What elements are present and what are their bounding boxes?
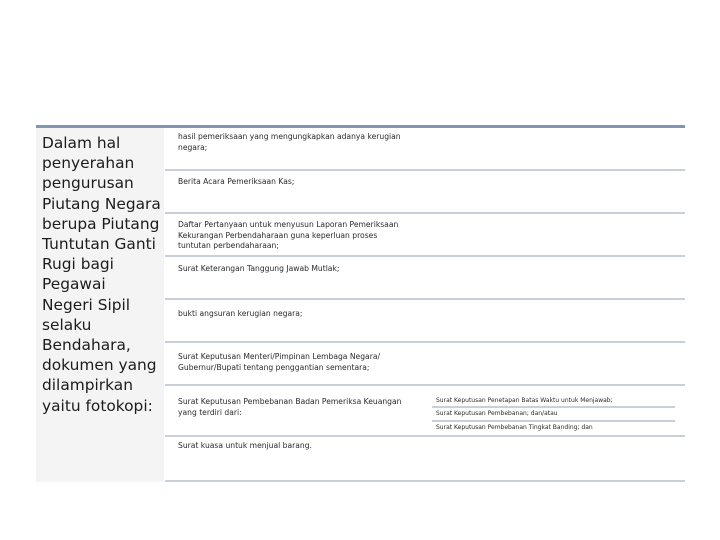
sub-list-item: Surat Keputusan Pembebanan Tingkat Banding; dan bbox=[436, 424, 593, 431]
heading-line: Piutang Negara bbox=[42, 194, 161, 213]
row-text-line: negara; bbox=[178, 142, 208, 152]
row-divider bbox=[165, 298, 685, 300]
table-row bbox=[178, 132, 428, 153]
row-text-line: tuntutan perbendaharaan; bbox=[178, 241, 279, 250]
row-text-line: Surat Keputusan Menteri/Pimpinan Lembaga Negara/ bbox=[178, 352, 381, 361]
table-row bbox=[178, 397, 428, 418]
table-row bbox=[178, 352, 428, 373]
row-text-line: Surat Keterangan Tanggung Jawab Mutlak; bbox=[178, 264, 340, 273]
heading-line: Rugi bagi bbox=[42, 255, 114, 274]
row-divider bbox=[165, 255, 685, 257]
row-text-line: Gubernur/Bupati tentang penggantian sementara; bbox=[178, 362, 370, 372]
heading-line: penyerahan bbox=[42, 154, 135, 173]
heading-line: Pegawai bbox=[42, 275, 106, 294]
heading-line: Dalam hal bbox=[42, 134, 121, 152]
heading-line: Tuntutan Ganti bbox=[42, 235, 156, 254]
row-text-line: Daftar Pertanyaan untuk menyusun Laporan Pemeriksaan bbox=[178, 220, 399, 229]
heading-line: selaku bbox=[42, 315, 92, 334]
row-divider bbox=[165, 169, 685, 171]
row-divider bbox=[165, 212, 685, 214]
heading-line: pengurusan bbox=[42, 174, 134, 193]
heading-line: dilampirkan bbox=[42, 376, 133, 395]
row-text-line: Surat kuasa untuk menjual barang. bbox=[178, 441, 312, 450]
table-row bbox=[178, 309, 428, 320]
table-bottom-rule bbox=[165, 480, 685, 482]
left-column-heading bbox=[42, 133, 164, 416]
row-divider bbox=[165, 435, 685, 437]
sub-list-divider bbox=[432, 406, 675, 408]
heading-line: yaitu fotokopi: bbox=[42, 396, 153, 415]
row-text-line: Surat Keputusan Pembebanan Badan Pemeriksa Keuangan bbox=[178, 397, 402, 406]
row-divider bbox=[165, 384, 685, 386]
heading-line: dokumen yang bbox=[42, 356, 157, 375]
table-row bbox=[178, 264, 428, 275]
heading-line: Bendahara, bbox=[42, 336, 131, 355]
sub-list-divider bbox=[432, 420, 675, 422]
row-text-line: yang terdiri dari: bbox=[178, 407, 242, 417]
table-row bbox=[178, 220, 428, 252]
table-row bbox=[178, 441, 428, 452]
sub-list-item: Surat Keputusan Pembebanan; dan/atau bbox=[436, 410, 558, 417]
sub-list-item: Surat Keputusan Penetapan Batas Waktu untuk Menjawab; bbox=[436, 397, 613, 404]
row-divider bbox=[165, 341, 685, 343]
heading-line: berupa Piutang bbox=[42, 214, 160, 233]
row-text-line: hasil pemeriksaan yang mengungkapkan adanya kerugian bbox=[178, 132, 401, 141]
row-text-line: bukti angsuran kerugian negara; bbox=[178, 309, 303, 318]
table-row bbox=[178, 177, 428, 188]
row-text-line: Kekurangan Perbendaharaan guna keperluan proses bbox=[178, 230, 378, 240]
heading-line: Negeri Sipil bbox=[42, 295, 131, 314]
row-text-line: Berita Acara Pemeriksaan Kas; bbox=[178, 177, 295, 186]
